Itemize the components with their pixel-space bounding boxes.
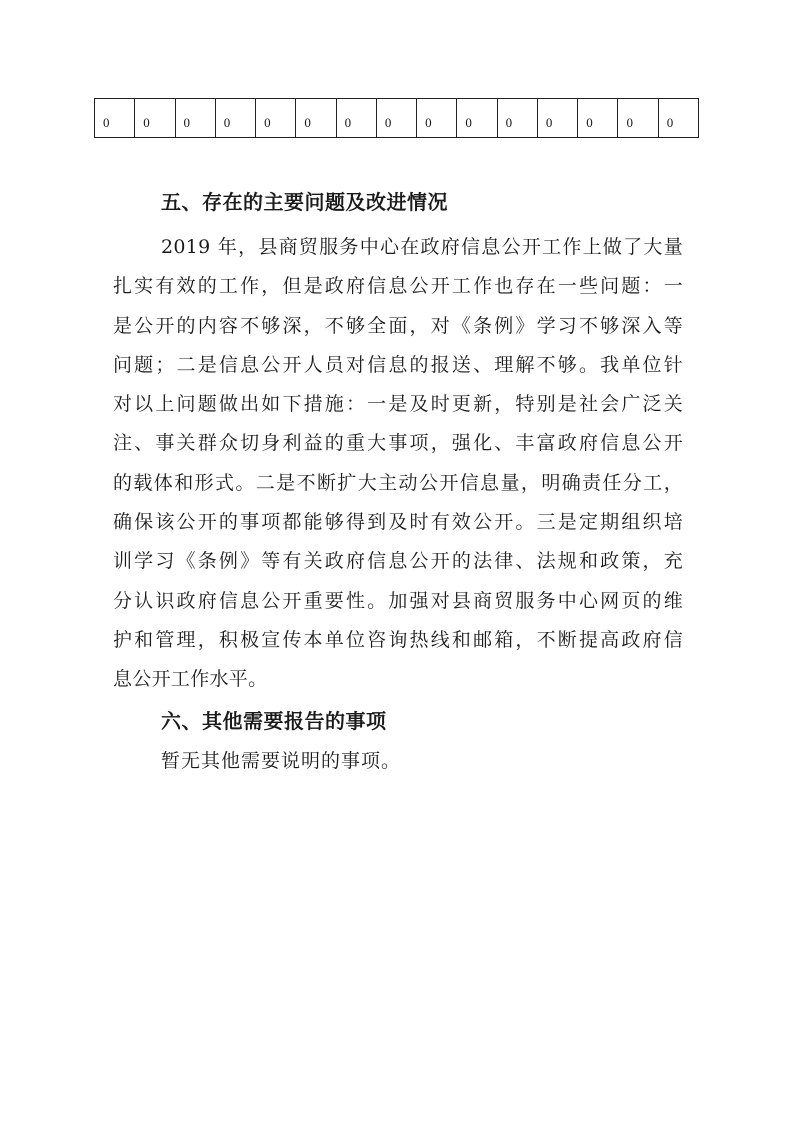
statistics-table	[94, 98, 699, 138]
table-row	[95, 99, 699, 138]
section-6-heading: 六、其他需要报告的事项	[161, 709, 387, 733]
table-cell: 0	[417, 99, 457, 138]
paragraph-line: 扎实有效的工作，但是政府信息公开工作也存在一些问题：一	[113, 275, 683, 298]
paragraph-line: 息公开工作水平。	[113, 668, 268, 691]
table-cell: 0	[537, 99, 577, 138]
table-cell: 0	[135, 99, 175, 138]
paragraph-line: 对以上问题做出如下措施：一是及时更新，特别是社会广泛关	[113, 393, 683, 416]
table-cell: 0	[618, 99, 658, 138]
table-cell: 0	[578, 99, 618, 138]
paragraph-line: 的载体和形式。二是不断扩大主动公开信息量，明确责任分工，	[113, 471, 683, 494]
table-cell: 0	[215, 99, 255, 138]
table-cell: 0	[658, 99, 698, 138]
paragraph-line: 训学习《条例》等有关政府信息公开的法律、法规和政策，充	[113, 550, 683, 573]
table-cell: 0	[457, 99, 497, 138]
paragraph-line: 问题；二是信息公开人员对信息的报送、理解不够。我单位针	[113, 353, 683, 376]
table-cell: 0	[296, 99, 336, 138]
table-cell: 0	[497, 99, 537, 138]
table-cell: 0	[256, 99, 296, 138]
table-cell: 0	[95, 99, 135, 138]
paragraph-line: 2019 年，县商贸服务中心在政府信息公开工作上做了大量	[161, 236, 683, 258]
table-cell: 0	[175, 99, 215, 138]
section-6-paragraph: 暂无其他需要说明的事项。	[161, 750, 402, 772]
section-5-paragraph	[113, 228, 683, 700]
table-cell: 0	[336, 99, 376, 138]
section-5-heading: 五、存在的主要问题及改进情况	[161, 190, 448, 214]
paragraph-line: 是公开的内容不够深，不够全面，对《条例》学习不够深入等	[113, 314, 683, 337]
paragraph-line: 确保该公开的事项都能够得到及时有效公开。三是定期组织培	[113, 511, 683, 534]
table-cell: 0	[376, 99, 416, 138]
paragraph-line: 分认识政府信息公开重要性。加强对县商贸服务中心网页的维	[113, 589, 683, 612]
paragraph-line: 护和管理，积极宣传本单位咨询热线和邮箱，不断提高政府信	[113, 628, 683, 651]
paragraph-line: 注、事关群众切身利益的重大事项，强化、丰富政府信息公开	[113, 432, 683, 455]
